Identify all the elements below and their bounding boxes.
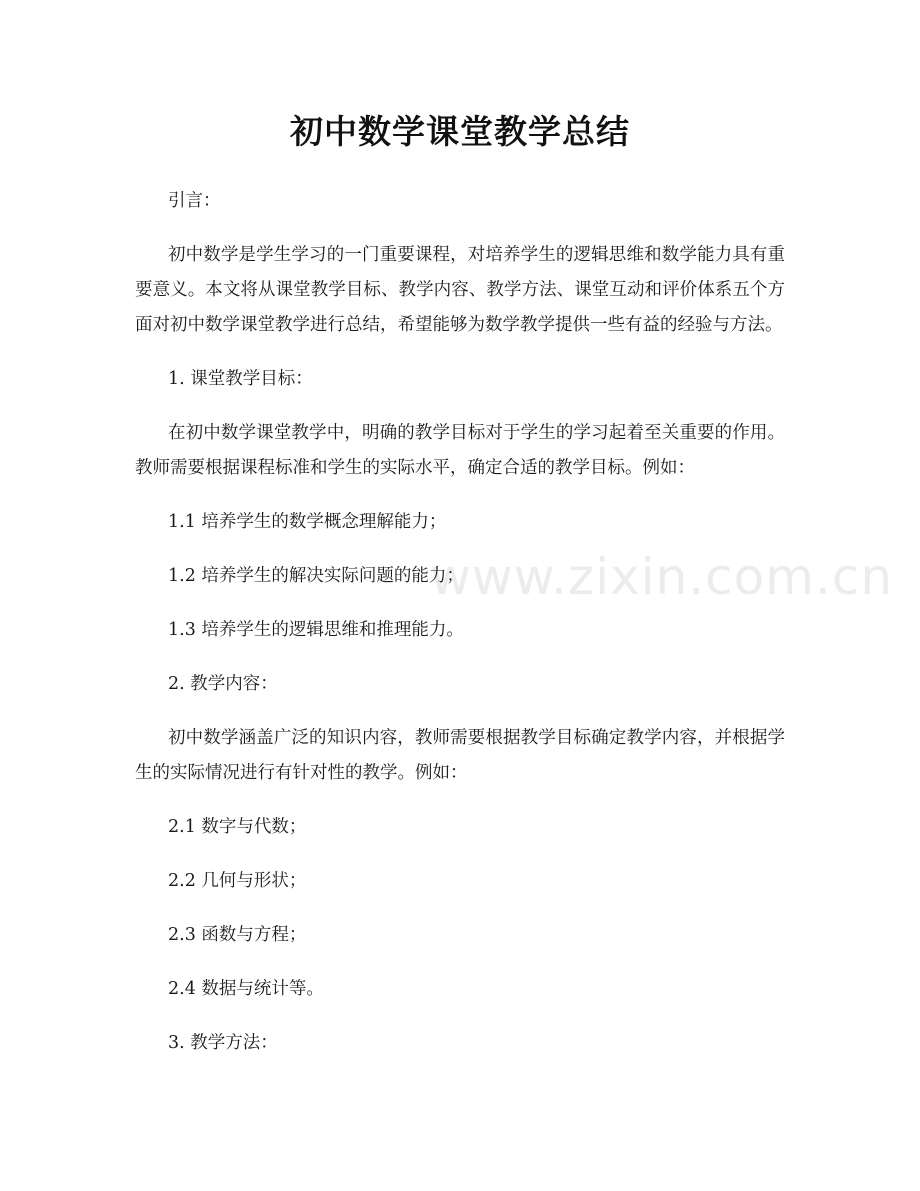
list-item-content-3: 2.3 函数与方程； xyxy=(168,925,307,945)
section-heading-teaching-methods: 3. 教学方法： xyxy=(168,1033,278,1053)
document-title: 初中数学课堂教学总结 xyxy=(290,112,630,151)
list-item-goal-1: 1.1 培养学生的数学概念理解能力； xyxy=(168,512,447,532)
list-item-goal-3: 1.3 培养学生的逻辑思维和推理能力。 xyxy=(168,620,464,640)
paragraph-teaching-goals: 在初中数学课堂教学中，明确的教学目标对于学生的学习起着至关重要的作用。教师需要根据课程标准和学生的实际水平，确定合适的教学目标。例如： xyxy=(135,423,785,478)
paragraph-intro-heading: 引言： xyxy=(168,191,221,211)
watermark: www.zixin.com.cn xyxy=(430,548,894,606)
list-item-goal-2: 1.2 培养学生的解决实际问题的能力； xyxy=(168,566,464,586)
section-heading-teaching-goals: 1. 课堂教学目标： xyxy=(168,369,313,389)
list-item-content-4: 2.4 数据与统计等。 xyxy=(168,979,324,999)
section-heading-teaching-content: 2. 教学内容： xyxy=(168,674,278,694)
paragraph-teaching-content: 初中数学涵盖广泛的知识内容，教师需要根据教学目标确定教学内容，并根据学生的实际情况进行有针对性的教学。例如： xyxy=(135,728,785,783)
paragraph-intro: 初中数学是学生学习的一门重要课程，对培养学生的逻辑思维和数学能力具有重要意义。本文将从课堂教学目标、教学内容、教学方法、课堂互动和评价体系五个方面对初中数学课堂教学进行总结，希望能够为数学教学提供一些有益的经验与方法。 xyxy=(135,245,785,335)
list-item-content-2: 2.2 几何与形状； xyxy=(168,871,307,891)
document-body xyxy=(135,184,785,1080)
list-item-content-1: 2.1 数字与代数； xyxy=(168,817,307,837)
